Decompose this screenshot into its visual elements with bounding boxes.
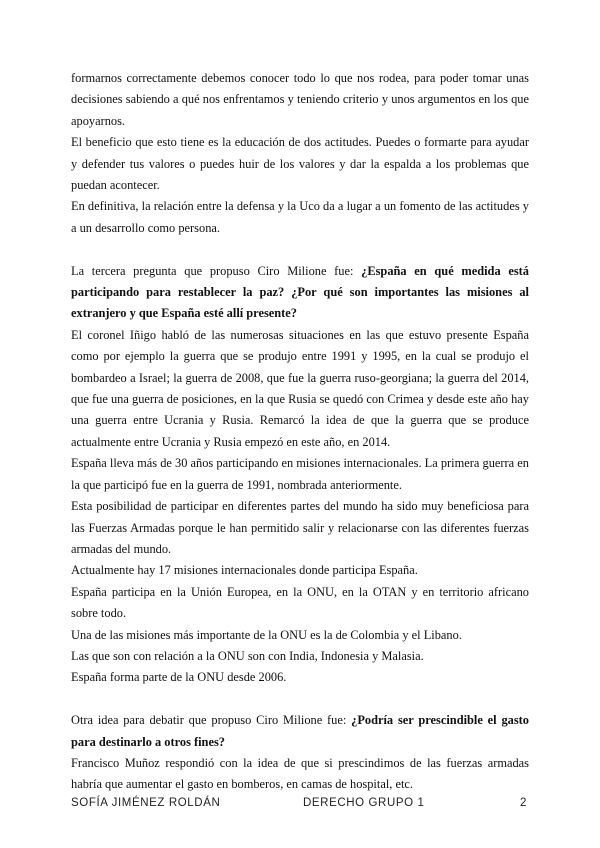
paragraph: Las que son con relación a la ONU son con India, Indonesia y Malasia. bbox=[71, 648, 424, 663]
question-paragraph bbox=[71, 261, 529, 325]
paragraph-gap bbox=[71, 239, 529, 260]
footer-page-number: 2 bbox=[520, 797, 527, 809]
question-text: ¿Podría ser prescindible el gasto para destinarlo a otros fines? bbox=[71, 713, 529, 749]
question-paragraph bbox=[71, 710, 529, 753]
paragraph: formarnos correctamente debemos conocer todo lo que nos rodea, para poder tomar unas decisiones sabiendo a qué nos enfrentamos y teniendo criterio y unos argumentos en los que apoyarnos. bbox=[71, 71, 529, 128]
paragraph: Francisco Muñoz respondió con la idea de que si prescindimos de las fuerzas armadas habría que aumentar el gasto en bomberos, en camas de hospital, etc. bbox=[71, 755, 529, 792]
question-intro: La tercera pregunta que propuso Ciro Milione fue: bbox=[71, 263, 362, 278]
paragraph: España forma parte de la ONU desde 2006. bbox=[71, 670, 287, 685]
paragraph: Una de las misiones más importante de la ONU es la de Colombia y el Libano. bbox=[71, 627, 462, 642]
paragraph: El beneficio que esto tiene es la educación de dos actitudes. Puedes o formarte para ayudar y defender tus valores o puedes huir de los valores y dar la espalda a los problemas que puedan acontecer. bbox=[71, 135, 529, 193]
paragraph-gap bbox=[71, 689, 529, 710]
question-intro: Otra idea para debatir que propuso Ciro Milione fue: bbox=[71, 713, 352, 728]
paragraph: Esta posibilidad de participar en diferentes partes del mundo ha sido muy beneficiosa para las Fuerzas Armadas porque le han permitido salir y relacionarse con las diferentes fuerzas armadas del mundo. bbox=[71, 499, 529, 556]
page-footer bbox=[71, 797, 529, 817]
question-text: ¿España en qué medida está participando para restablecer la paz? ¿Por qué son importantes las misiones al extranjero y que España esté allí presente? bbox=[71, 263, 529, 321]
paragraph: España participa en la Unión Europea, en la ONU, en la OTAN y en territorio africano sobre todo. bbox=[71, 584, 529, 621]
footer-course: DERECHO GRUPO 1 bbox=[303, 797, 425, 809]
paragraph: Actualmente hay 17 misiones internacionales donde participa España. bbox=[71, 563, 418, 578]
paragraph: El coronel Iñigo habló de las numerosas situaciones en las que estuvo presente España como por ejemplo la guerra que se produjo entre 1991 y 1995, en la cual se produjo el bombardeo a Israel; la guerra de 2008, que fue la guerra ruso-georgiana; la guerra del 2014, que fue una guerra de posiciones, en la que Rusia se quedó con Crimea y desde este año hay una guerra entre Ucrania y Rusia. Remarcó la idea de que la guerra que se produce actualmente entre Ucrania y Rusia empezó en este año, en 2014. bbox=[71, 327, 529, 449]
page-body bbox=[71, 68, 529, 796]
paragraph: España lleva más de 30 años participando en misiones internacionales. La primera guerra en la que participó fue en la guerra de 1991, nombrada anteriormente. bbox=[71, 456, 529, 492]
footer-author: SOFÍA JIMÉNEZ ROLDÁN bbox=[71, 797, 221, 809]
paragraph: En definitiva, la relación entre la defensa y la Uco da a lugar a un fomento de las actitudes y a un desarrollo como persona. bbox=[71, 199, 529, 235]
